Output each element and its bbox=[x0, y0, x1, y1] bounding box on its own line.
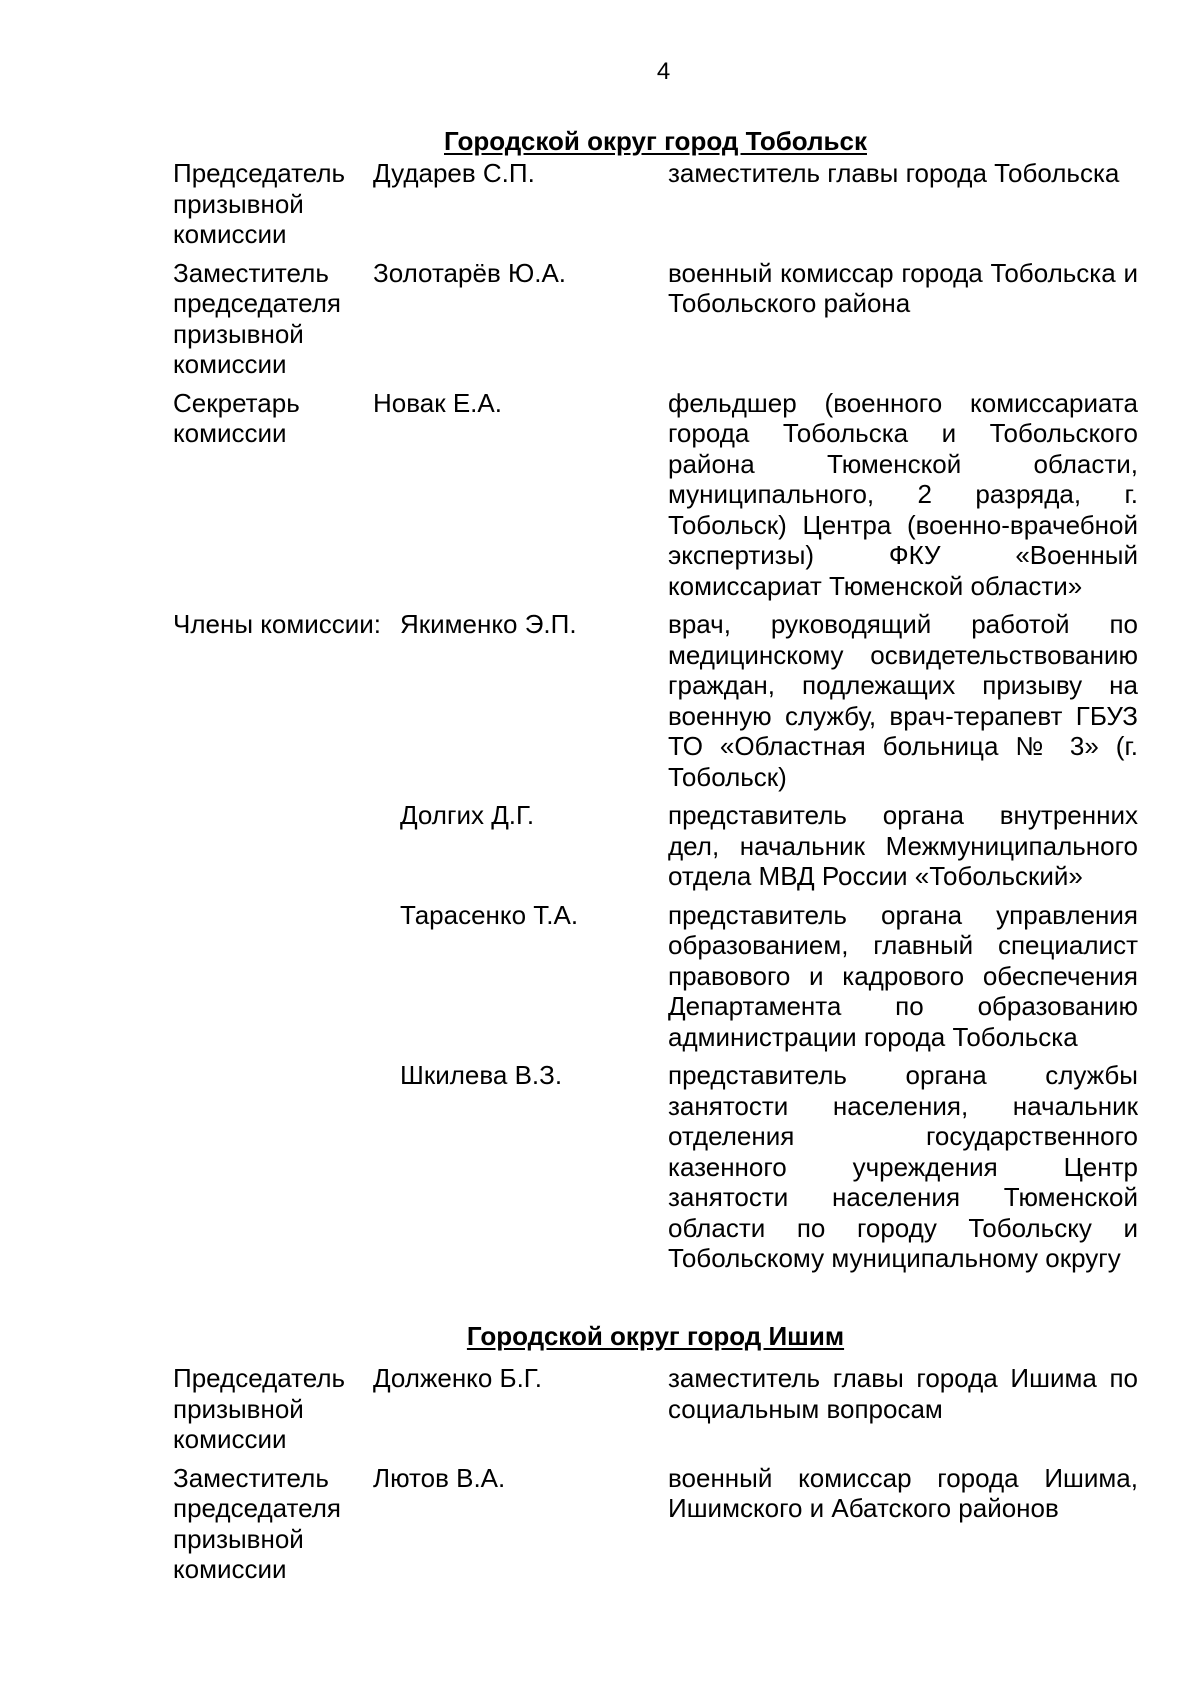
member-row-deputy bbox=[173, 258, 1138, 380]
role-label bbox=[173, 900, 400, 1053]
member-position: военный комиссар города Ишима, Ишимского и Абатского районов bbox=[668, 1462, 1138, 1523]
member-position: заместитель главы города Ишима по социальным вопросам bbox=[668, 1363, 1138, 1424]
role-label: Председатель призывной комиссии bbox=[173, 158, 346, 249]
section-tobolsk bbox=[173, 124, 1138, 1274]
member-row bbox=[173, 900, 1138, 1053]
member-position: представитель органа внутренних дел, начальник Межмуниципального отдела МВД России «Тобольский» bbox=[668, 800, 1138, 891]
member-name: Шкилева В.З. bbox=[400, 1060, 563, 1090]
role-label: Председатель призывной комиссии bbox=[173, 1363, 346, 1454]
member-name: Золотарёв Ю.А. bbox=[373, 257, 567, 288]
role-label: Заместитель председателя призывной комиссии bbox=[173, 257, 342, 379]
member-position: представитель органа управления образованием, главный специалист правового и кадрового обеспечения Департамента по образованию администрации города Тобольска bbox=[668, 899, 1138, 1052]
member-position: фельдшер (военного комиссариата города Тобольска и Тобольского района Тюменской области, муниципального, 2 разряда, г. Тобольск) Центра (военно-врачебной экспертизы) ФКУ «Военный комиссариат Тюменской области» bbox=[668, 387, 1138, 601]
member-row-deputy bbox=[173, 1463, 1138, 1585]
role-label: Члены комиссии: bbox=[173, 609, 382, 639]
member-row-secretary bbox=[173, 388, 1138, 602]
role-label: Заместитель председателя призывной комиссии bbox=[173, 1462, 342, 1584]
page-number: 4 bbox=[656, 58, 671, 85]
member-position: врач, руководящий работой по медицинскому освидетельствованию граждан, подлежащих призыву на военную службу, врач-терапевт ГБУЗ ТО «Областная больница № 3» (г. Тобольск) bbox=[668, 609, 1138, 792]
member-name: Лютов В.А. bbox=[373, 1462, 506, 1493]
section-title: Городской округ город Тобольск bbox=[444, 126, 867, 156]
member-row bbox=[173, 800, 1138, 892]
member-row bbox=[173, 1060, 1138, 1274]
member-name: Долженко Б.Г. bbox=[373, 1363, 542, 1393]
role-label: Секретарь комиссии bbox=[173, 387, 300, 448]
member-name: Якименко Э.П. bbox=[400, 609, 577, 639]
member-name: Дударев С.П. bbox=[373, 158, 535, 188]
section-title: Городской округ город Ишим bbox=[466, 1321, 845, 1351]
section-ishim bbox=[173, 1319, 1138, 1585]
member-name: Тарасенко Т.А. bbox=[400, 899, 579, 930]
role-label bbox=[173, 1060, 400, 1274]
member-row-chairman bbox=[173, 158, 1138, 250]
member-row-chairman bbox=[173, 1363, 1138, 1455]
member-name: Новак Е.А. bbox=[373, 387, 502, 418]
member-position: заместитель главы города Тобольска bbox=[668, 158, 1120, 188]
member-row bbox=[173, 609, 1138, 792]
member-position: военный комиссар города Тобольска и Тобольского района bbox=[668, 257, 1138, 318]
member-name: Долгих Д.Г. bbox=[400, 800, 535, 830]
role-label bbox=[173, 800, 400, 892]
member-position: представитель органа службы занятости населения, начальник отделения государственного казенного учреждения Центр занятости населения Тюменской области по городу Тобольску и Тобольскому муниципальному округу bbox=[668, 1060, 1138, 1273]
